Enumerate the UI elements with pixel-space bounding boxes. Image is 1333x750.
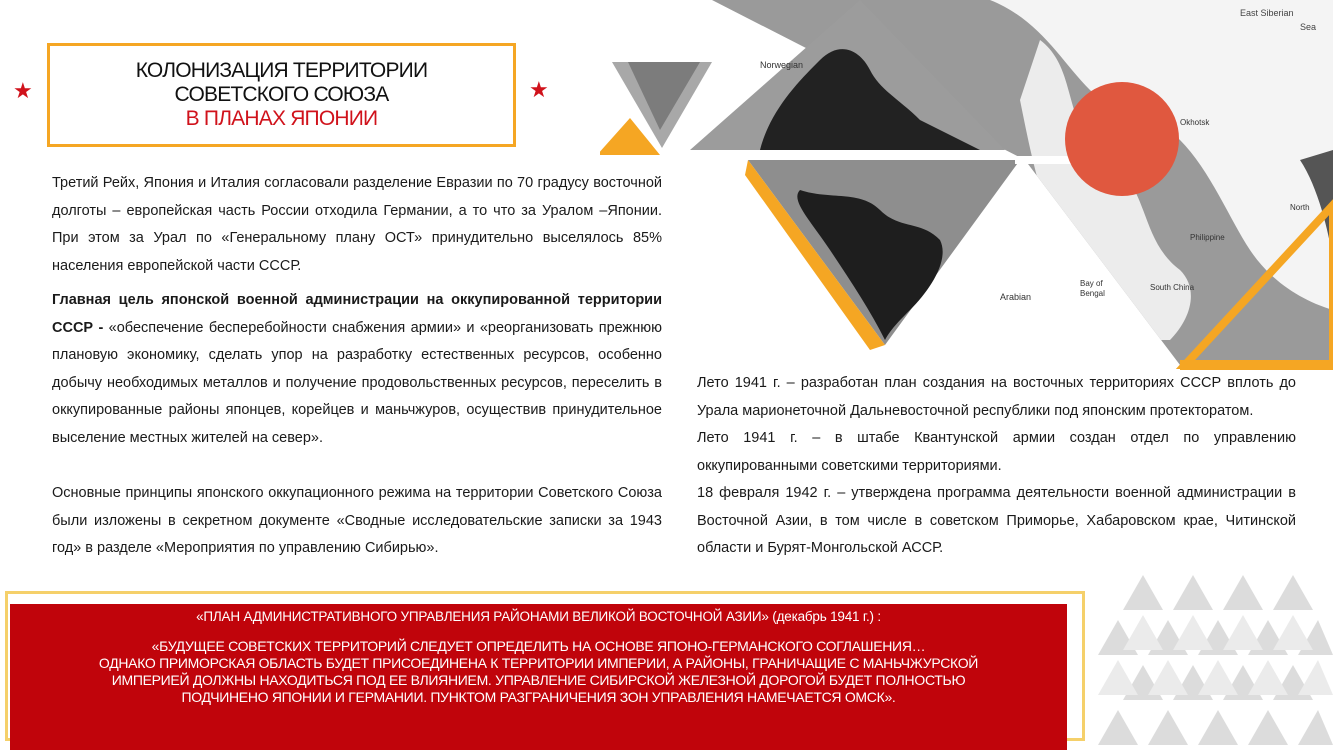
timeline-date: Лето 1941 г. bbox=[697, 375, 781, 391]
banner-quote-line: ПОДЧИНЕНО ЯПОНИИ И ГЕРМАНИИ. ПУНКТОМ РАЗГРАНИЧЕНИЯ ЗОН УПРАВЛЕНИЯ НАМЕЧАЕТСЯ ОМСК». bbox=[181, 689, 896, 705]
paragraph-main-goal-text: «обеспечение бесперебойности снабжения армии» и «реорганизовать прежнюю плановую экономику, сделать упор на разработку естественных ресурсов, особенно добычу необходимых металлов и получение продовольственных ресурсов, переселить в оккупированные районы японцев, корейцев и маньчжуров, осуществив принудительное выселение местных жителей на север». bbox=[52, 319, 662, 446]
map-label-bengal: Bengal bbox=[1080, 289, 1105, 298]
triangle-pattern bbox=[1083, 570, 1333, 750]
title-line-2: СОВЕТСКОГО СОЮЗА bbox=[174, 83, 389, 106]
paragraph-principles: Основные принципы японского оккупационного режима на территории Советского Союза были изложены в секретном документе «Сводные исследовательские записки за 1943 год» в разделе «Мероприятия по управлению Сибирью». bbox=[52, 485, 662, 556]
banner-quote-line: «БУДУЩЕЕ СОВЕТСКИХ ТЕРРИТОРИЙ СЛЕДУЕТ ОПРЕДЕЛИТЬ НА ОСНОВЕ ЯПОНО-ГЕРМАНСКОГО СОГЛАШЕНИЯ… bbox=[151, 638, 926, 654]
timeline-text: – утверждена программа деятельности военной администрации в Восточной Азии, в том числе в советском Приморье, Хабаровском крае, Читинской области и Бурят-Монгольской АССР. bbox=[697, 485, 1296, 556]
paragraph-main-goal bbox=[52, 287, 662, 452]
timeline-date: Лето 1941 г. bbox=[697, 430, 798, 446]
map-label-norwegian: Norwegian bbox=[760, 60, 804, 70]
japan-sun bbox=[1065, 82, 1179, 196]
banner-quote-line: ИМПЕРИЕЙ ДОЛЖНЫ НАХОДИТЬСЯ ПОД ЕЕ ВЛИЯНИЕМ. УПРАВЛЕНИЕ СИБИРСКОЙ ЖЕЛЕЗНОЙ ДОРОГОЙ БУДЕТ ПОЛНОСТЬЮ bbox=[111, 672, 966, 688]
map-collage bbox=[600, 0, 1333, 375]
banner-quote bbox=[10, 638, 1067, 706]
banner-heading: «ПЛАН АДМИНИСТРАТИВНОГО УПРАВЛЕНИЯ РАЙОНАМИ ВЕЛИКОЙ ВОСТОЧНОЙ АЗИИ» (декабрь 1941 г.) : bbox=[196, 609, 881, 624]
map-label-okhotsk: Okhotsk bbox=[1180, 118, 1210, 127]
timeline-item bbox=[697, 425, 1296, 480]
map-label-bay-of: Bay of bbox=[1080, 279, 1103, 288]
map-label-east-siberian: East Siberian bbox=[1240, 8, 1294, 18]
map-label-philippine: Philippine bbox=[1190, 233, 1225, 242]
paragraph-axis-division: Третий Рейх, Япония и Италия согласовали разделение Евразии по 70 градусу восточной долготы – европейская часть России отходила Германии, а то что за Уралом –Японии. При этом за Урал по «Генеральному плану ОСТ» принудительно выселялось 85% населения европейской части СССР. bbox=[52, 175, 662, 274]
timeline-item bbox=[697, 370, 1296, 425]
timeline-date: 18 февраля 1942 г. bbox=[697, 485, 832, 501]
paragraph-main-goal-bold: Главная цель японской военной администрации на оккупированной территории СССР - bbox=[52, 292, 662, 336]
timeline bbox=[697, 370, 1296, 563]
title-line-3: В ПЛАНАХ ЯПОНИИ bbox=[185, 107, 378, 130]
star-icon-left: ★ bbox=[13, 78, 33, 103]
title-box bbox=[47, 43, 516, 147]
map-label-north: North bbox=[1290, 203, 1310, 212]
map-label-south-china: South China bbox=[1150, 283, 1195, 292]
title-line-1: КОЛОНИЗАЦИЯ ТЕРРИТОРИИ bbox=[135, 59, 428, 82]
timeline-item bbox=[697, 480, 1296, 563]
map-label-arabian: Arabian bbox=[1000, 292, 1032, 302]
banner-quote-line: ОДНАКО ПРИМОРСКАЯ ОБЛАСТЬ БУДЕТ ПРИСОЕДИНЕНА К ТЕРРИТОРИИ ИМПЕРИИ, А РАЙОНЫ, ГРАНИЧАЩИЕ С МАНЬЧЖУРСКОЙ bbox=[98, 655, 979, 671]
map-label-sea-1: Sea bbox=[1300, 22, 1317, 32]
timeline-text: – в штабе Квантунской армии создан отдел по управлению оккупированными советскими территориями. bbox=[697, 430, 1296, 474]
plan-banner bbox=[10, 604, 1067, 750]
timeline-text: – разработан план создания на восточных территориях СССР вплоть до Урала марионеточной Дальневосточной республики под японским протекторатом. bbox=[697, 375, 1296, 419]
star-icon-right: ★ bbox=[529, 77, 549, 102]
